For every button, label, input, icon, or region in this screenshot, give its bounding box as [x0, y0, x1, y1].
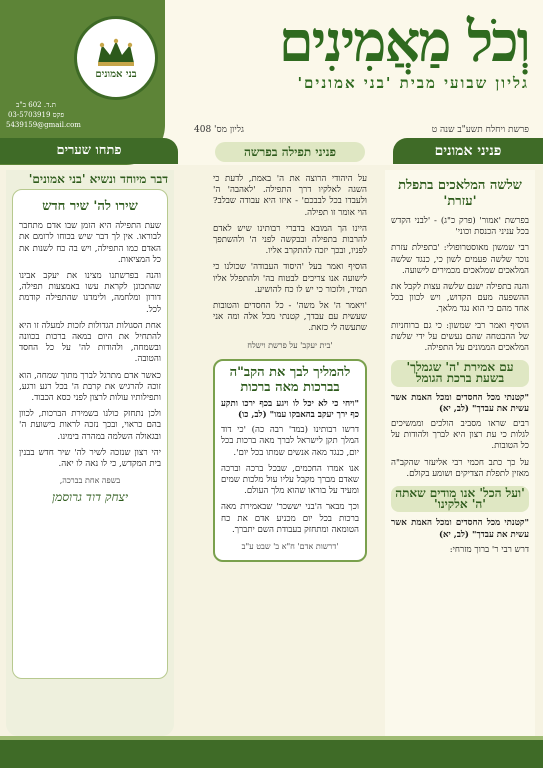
logo: [74, 16, 158, 100]
article-paragraph: אחת הסגולות הגדולות לזכות למעלה זו היא להתחיל את היום במאה ברכות בכוונה ובשמחה, ולהודות לה' על כל החסד והטובה.: [19, 320, 161, 365]
article-paragraph: בפרשת 'אמור' (פרק כ"ג) - 'לבני הקדש בכל עניני הכנסת וכוני': [391, 216, 529, 238]
article-paragraph: יהי רצון שנזכה לשיר לה' שיר חדש בבנין בית המקדש, כי לו נאה לו יאה.: [19, 447, 161, 470]
article-paragraph: והנה בתפילה ישנם שלשה עצות לקבל את ההשפעה מעם הקדוש, ויש לכוון בכל אחד מהם כי הוא נגד מלאך.: [391, 282, 529, 315]
section-title-left: פתחו שערים: [0, 138, 178, 164]
crown-icon: [94, 37, 138, 67]
article-heading: שלשה המלאכים בתפלת 'עזרת': [398, 178, 522, 209]
article-heading: עם אמירת 'ה' שגמלך' בשעת ברכת הגומל: [391, 360, 529, 386]
issue-number: גליון מס' 408: [194, 124, 244, 135]
article-paragraph: רבי שמשון מאוסטרופולי: 'בתפילת עזרת נוכר שלשה פעמים לשון כי, כנגד שלשה המלאכים שמלאכים מכמירים לישועה.: [391, 243, 529, 276]
article-paragraph: רבים שראו מסביב הולכים וממשיכים לגלות כי עת רצון היא לברך ולהודות על כל הטובות.: [391, 419, 529, 452]
article-paragraph: על כך כתב חכמי רבי אליעזר שהקב"ה מאזין לתפלת הצדיקים ושומע בקולם.: [391, 457, 529, 479]
article-heading: שירו לה' שיר חדש: [42, 199, 138, 215]
section-title-right: פניני אמונים: [393, 138, 543, 164]
issue-label: פרשת ויחלח תשע"ב שנה ט: [431, 124, 529, 135]
article-quote: "ויחי כי לא יכל לו ויגע בכף ירכו ותקע כף ירך יעקב בהאבקו עמו" (לב, כו): [221, 398, 359, 421]
column-subtitle: דבר מיוחד ונשיא 'בני אמונים': [28, 172, 168, 186]
masthead-subtitle: גליון שבועי מבית 'בני אמונים': [297, 74, 529, 92]
article-quote: "קטנתי מכל החסדים ומכל האמת אשר עשית את עבדך" (לב, יא): [391, 392, 529, 414]
article-paragraph: דרשו רבותינו (במד' רבה כה) 'כי דוד המלך תקן לישראל לברך מאה ברכות בכל יום, כנגד מאה אנשים שמתו בכל יום'.: [221, 425, 359, 458]
author-signature: יצחק דוד גרוסמן: [52, 490, 128, 505]
contact-line: ת.ד. 602 ב"ב: [16, 101, 56, 109]
column-left: [6, 170, 174, 736]
section-title-mid: פניני תפילה בפרשה: [215, 142, 365, 162]
contact-line: פקס 03-5703919: [7, 111, 65, 119]
source-note: 'דרשות אדם' ח"א ב' שבט ע"ב: [241, 542, 339, 552]
masthead-title: וְכֹל מַאֲמִינִים: [278, 9, 529, 75]
contact-email: 5439159@gmail.com: [6, 121, 81, 129]
logo-text: בני אמונים: [95, 68, 137, 80]
closing-line: בשפה אחת בברכה,: [59, 476, 121, 486]
issue-bar: [194, 122, 529, 136]
article-paragraph: 'ויאמר ה' אל משה' - כל החסדים והטובות שעשית עם עבדך, קטנתי מכל אלה ומה אני שתעשה לי כזאת.: [213, 301, 367, 334]
masthead: [189, 10, 529, 110]
header: [0, 0, 543, 165]
column-right: [385, 170, 535, 736]
article-paragraph: הוסיף ואמר רבי שמשון: כי גם ברוחניות של ההבטחה שהם נעשים על ידי שלשת המלאכים הממונים על התפילה.: [391, 320, 529, 354]
article-paragraph: דרש רבי ר' ברוך מזרחי:: [449, 544, 529, 555]
article-paragraph: על היהודי הרוצה את ה' באמת, לדעת כי השגה לאלקיו דרך התפילה. 'לאהבה' ה' ולעבדו בכל לבבכם' - איזו היא עבודה שבלב? הוי אומר זו תפילה.: [213, 174, 367, 218]
contact-info: [6, 100, 81, 130]
article-paragraph: וכך מבאר ה'בני יששכר' שבאמירת מאה ברכות בכל יום מכניע אדם את כח הטומאה ומתחזק בעבודת השם יתברך.: [221, 502, 359, 535]
article-paragraph: הוסיף ואמר בעל 'היסוד העבודה' שכולנו כי לישועה אנו צריכים לבטוח בה' ולהתפלל אליו תמיד, ולזכור כי יש לו כח להושיע.: [213, 262, 367, 295]
column-middle: [209, 170, 371, 736]
article-paragraph: והנה בפרשתנו מצינו את יעקב אבינו שהתכונן לקראת עשו באמצעות תפילה, דורון ומלחמה, ולימדנו שהתפילה קודמת לכל.: [19, 271, 161, 315]
boxed-article-title: להמליך לבך את הקב"ה בברכות מאה ברכות: [229, 364, 351, 395]
article-quote: "קטנתי מכל החסדים ומכל האמת אשר עשית את עבדך" (לב, יא): [391, 518, 529, 540]
article-paragraph: שעת התפילה היא הזמן שבו אדם מתחבר לבוראו. אין לך דבר שיש בכוחו לרומם את האדם כמו התפילה, ויש בה כח לשנות את כל המציאות.: [19, 221, 161, 265]
footer-bar: [0, 740, 543, 768]
article-paragraph: היינו הך המובא בדברי רבותינו שיש לאדם להרבות בתפילה ובבקשה לפני ה' ולהשתפך לפניו, ובכך יזכה להתקרב אליו.: [213, 223, 367, 257]
source-note: 'בית יעקב' על פרשת וישלח: [247, 340, 333, 350]
article-paragraph: כאשר אדם מתרגל לברך מתוך שמחה, הוא זוכה להרגיש את קרבת ה' בכל רגע ורגע, ותפילותיו עולות לרצון לפני כסא הכבוד.: [19, 370, 161, 404]
article-paragraph: אנו אמרו החכמים, שבכל ברכה וברכה שאדם מברך מקבל עליו עול מלכות שמים ומעיד על בוראו שהוא מלך העולם.: [221, 463, 359, 497]
article-paragraph: ולכן נתחזק כולנו בשמירת הברכות, לכוון בהם כראוי, ובכך נזכה לראות בישועת ה' ובגאולה השלמה במהרה בימינו.: [19, 409, 161, 442]
boxed-article: [213, 359, 367, 562]
section-band: [0, 138, 543, 164]
article-heading: 'ועל הכל' אנו מודים שאתה 'ה' אלקינו': [391, 486, 529, 512]
editorial-box: [12, 189, 168, 679]
